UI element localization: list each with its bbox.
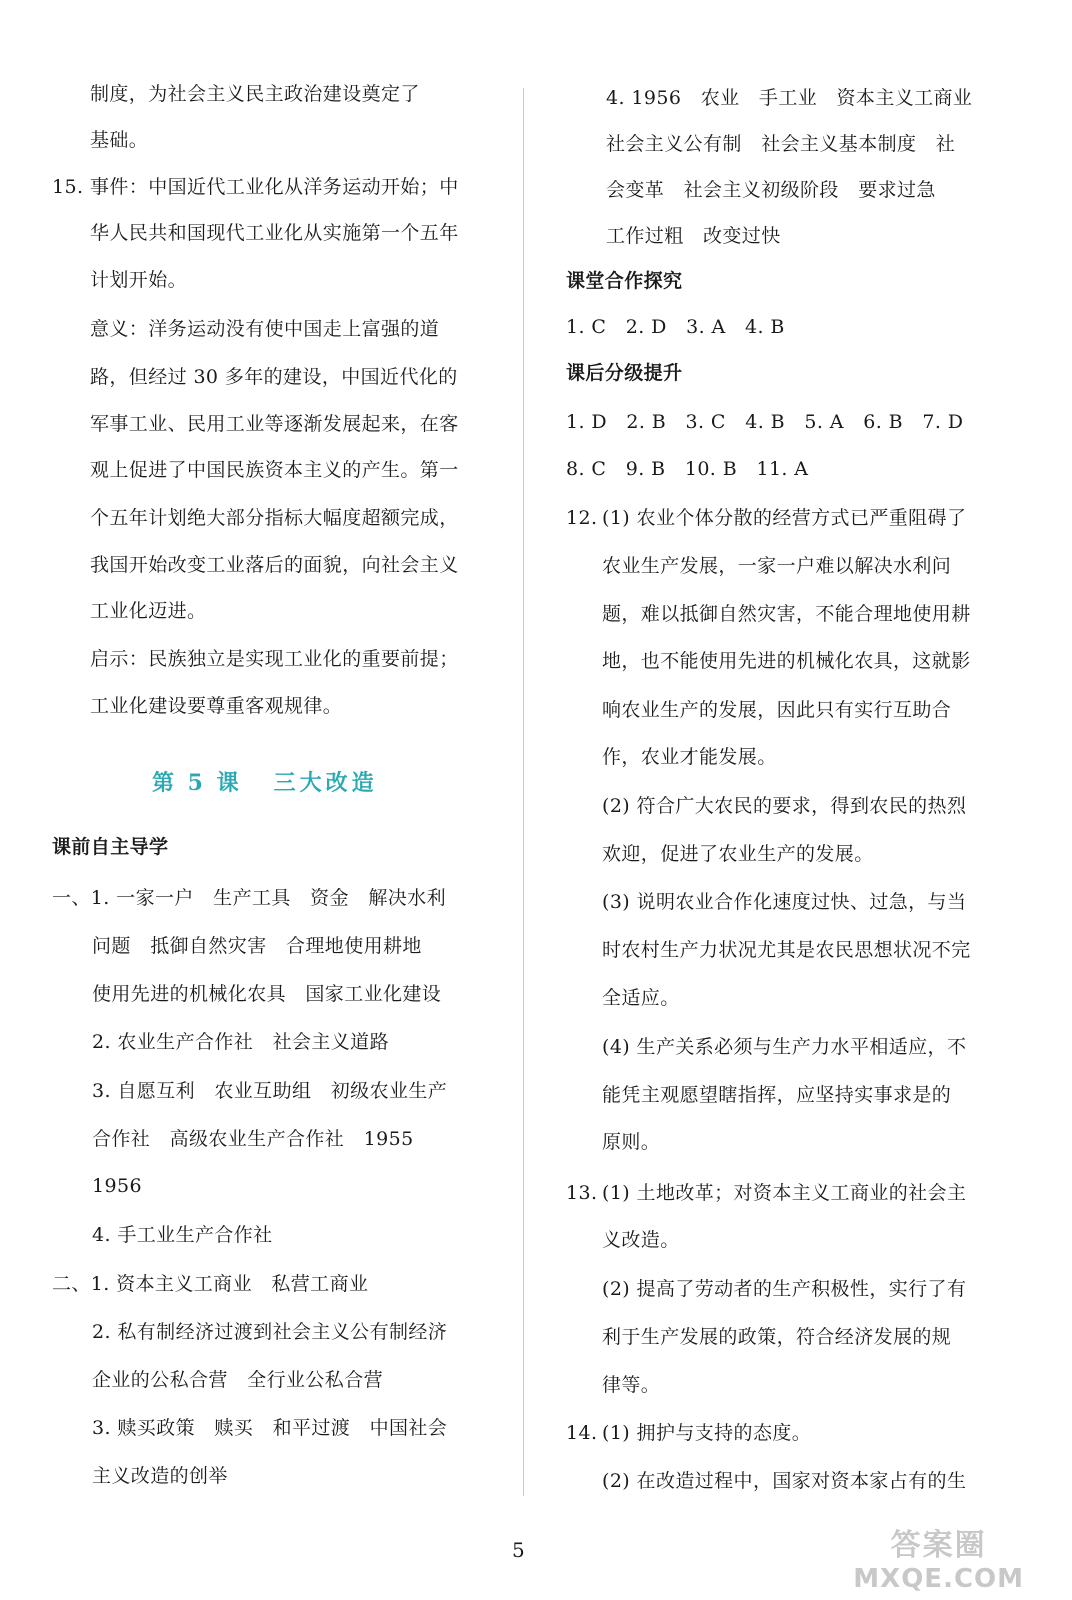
answer-line: 8. C 9. B 10. B 11. A [566, 458, 809, 480]
text-line: (2) 在改造过程中，国家对资本家占有的生 [602, 1470, 967, 1492]
text-line: 时农村生产力状况尤其是农民思想状况不完 [602, 939, 971, 961]
text-line: 农业生产发展，一家一户难以解决水利问 [602, 555, 952, 577]
text-line: (1) 拥护与支持的态度。 [602, 1422, 812, 1444]
answer-line: 1. C 2. D 3. A 4. B [566, 316, 785, 338]
text-line: 作，农业才能发展。 [602, 746, 777, 768]
text-line: 问题 抵御自然灾害 合理地使用耕地 [92, 935, 422, 957]
text-line: 华人民共和国现代工业化从实施第一个五年 [90, 222, 459, 244]
text-line: 一、1. 一家一户 生产工具 资金 解决水利 [52, 887, 446, 909]
text-line: 主义改造的创举 [92, 1465, 228, 1487]
text-line: 工作过粗 改变过快 [606, 225, 781, 247]
text-line: 题，难以抵御自然灾害，不能合理地使用耕 [602, 603, 971, 625]
text-line: (4) 生产关系必须与生产力水平相适应，不 [602, 1036, 967, 1058]
section-heading: 课前自主导学 [52, 836, 169, 858]
text-line: 使用先进的机械化农具 国家工业化建设 [92, 983, 442, 1005]
text-line: 欢迎，促进了农业生产的发展。 [602, 843, 874, 865]
text-line: 军事工业、民用工业等逐渐发展起来，在客 [90, 413, 459, 435]
text-line: 制度，为社会主义民主政治建设奠定了 [90, 83, 420, 105]
text-line: 义改造。 [602, 1229, 680, 1251]
text-line: 能凭主观愿望瞎指挥，应坚持实事求是的 [602, 1084, 952, 1106]
text-line: (3) 说明农业合作化速度过快、过急，与当 [602, 891, 967, 913]
text-line: 工业化建设要尊重客观规律。 [90, 695, 343, 717]
text-line: (1) 农业个体分散的经营方式已严重阻碍了 [602, 507, 967, 529]
text-line: 合作社 高级农业生产合作社 1955 [92, 1128, 414, 1150]
lesson-title [152, 766, 378, 797]
column-divider [523, 88, 524, 1496]
question-number: 15. [52, 176, 84, 198]
text-line: 2. 私有制经济过渡到社会主义公有制经济 [92, 1321, 448, 1343]
text-line: 工业化迈进。 [90, 600, 207, 622]
question-number: 14. [566, 1422, 598, 1444]
text-line: 3. 自愿互利 农业互助组 初级农业生产 [92, 1080, 448, 1102]
text-line: 我国开始改变工业落后的面貌，向社会主义 [90, 554, 459, 576]
text-line: 全适应。 [602, 987, 680, 1009]
text-line: (1) 土地改革；对资本主义工商业的社会主 [602, 1182, 967, 1204]
watermark-url: MXQE.COM [853, 1564, 1024, 1594]
text-line: 计划开始。 [90, 269, 188, 291]
text-line: 企业的公私合营 全行业公私合营 [92, 1369, 384, 1391]
watermark-logo [853, 1520, 1024, 1594]
text-line: 利于生产发展的政策，符合经济发展的规 [602, 1326, 952, 1348]
text-line: 基础。 [90, 129, 149, 151]
text-line: 会变革 社会主义初级阶段 要求过急 [606, 179, 936, 201]
text-line: 地，也不能使用先进的机械化农具，这就影 [602, 650, 971, 672]
text-line: 律等。 [602, 1374, 661, 1396]
answer-line: 1. D 2. B 3. C 4. B 5. A 6. B 7. D [566, 411, 964, 433]
text-line: 二、1. 资本主义工商业 私营工商业 [52, 1273, 369, 1295]
page-number: 5 [512, 1538, 525, 1562]
text-line: 4. 1956 农业 手工业 资本主义工商业 [606, 87, 973, 109]
section-heading: 课堂合作探究 [566, 270, 683, 292]
lesson-number: 第 5 课 [152, 770, 242, 796]
text-line: (2) 提高了劳动者的生产积极性，实行了有 [602, 1278, 967, 1300]
section-heading: 课后分级提升 [566, 362, 683, 384]
question-number: 13. [566, 1182, 598, 1204]
text-line: 事件：中国近代工业化从洋务运动开始；中 [90, 176, 459, 198]
text-line: 响农业生产的发展，因此只有实行互助合 [602, 699, 952, 721]
text-line: 启示：民族独立是实现工业化的重要前提； [90, 648, 459, 670]
text-line: 社会主义公有制 社会主义基本制度 社 [606, 133, 956, 155]
text-line: (2) 符合广大农民的要求，得到农民的热烈 [602, 795, 967, 817]
text-line: 观上促进了中国民族资本主义的产生。第一 [90, 459, 459, 481]
text-line: 路，但经过 30 多年的建设，中国近代化的 [90, 366, 458, 388]
text-line: 4. 手工业生产合作社 [92, 1224, 273, 1246]
question-number: 12. [566, 507, 598, 529]
text-line: 2. 农业生产合作社 社会主义道路 [92, 1031, 389, 1053]
text-line: 3. 赎买政策 赎买 和平过渡 中国社会 [92, 1417, 448, 1439]
text-line: 意义：洋务运动没有使中国走上富强的道 [90, 318, 440, 340]
text-line: 1956 [92, 1175, 142, 1197]
text-line: 个五年计划绝大部分指标大幅度超额完成， [90, 507, 459, 529]
watermark-text: 答案圈 [890, 1528, 987, 1563]
lesson-name: 三大改造 [273, 770, 378, 796]
text-line: 原则。 [602, 1131, 661, 1153]
